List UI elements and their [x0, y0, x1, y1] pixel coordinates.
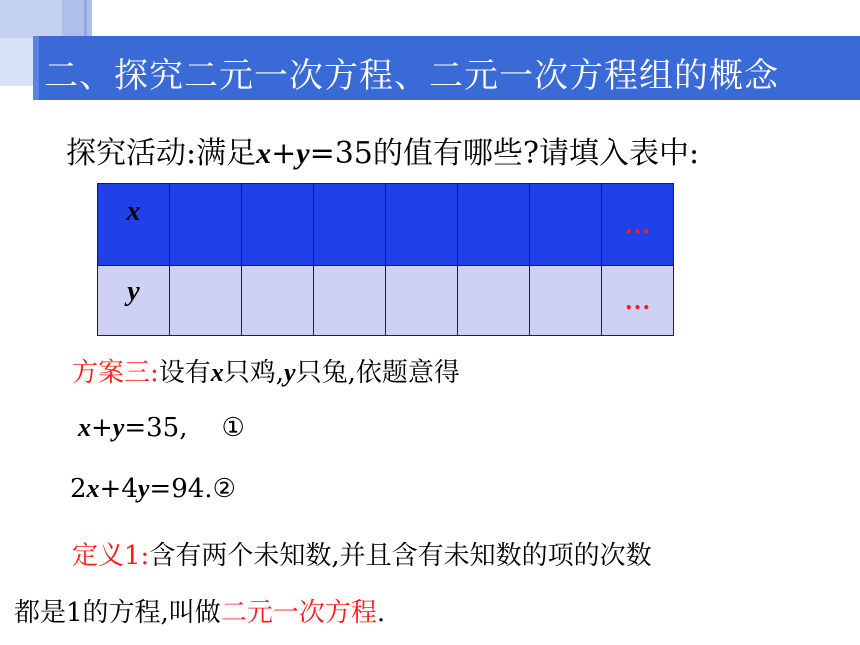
equation-rhs: =94.	[149, 474, 213, 504]
definition-term: 二元一次方程	[220, 598, 377, 628]
equation-rhs: =35,	[124, 413, 188, 443]
table-row-x	[98, 184, 674, 266]
coef-2: 2	[70, 474, 87, 504]
definition-text-1: 含有两个未知数,并且含有未知数的项的次数	[149, 541, 652, 571]
activity-prefix: 探究活动:满足	[66, 136, 257, 171]
cell-y-1[interactable]	[170, 266, 242, 336]
var-x: x	[256, 137, 272, 170]
var-x: x	[86, 474, 100, 503]
cell-x-1[interactable]	[170, 184, 242, 266]
value-table	[97, 183, 674, 336]
decor-line	[84, 0, 87, 36]
equation-1	[78, 413, 245, 443]
cell-x-2[interactable]	[242, 184, 314, 266]
cell-x-ellipsis: …	[602, 184, 674, 266]
activity-prompt	[66, 128, 699, 172]
definition-line-1	[72, 535, 652, 572]
cell-y-6[interactable]	[530, 266, 602, 336]
cell-x-6[interactable]	[530, 184, 602, 266]
cell-y-5[interactable]	[458, 266, 530, 336]
row-header-y: y	[98, 266, 170, 336]
decor-square-dark	[62, 0, 92, 36]
equation-2	[70, 474, 236, 504]
plus-sign: +	[271, 136, 297, 171]
slide-title: 二、探究二元一次方程、二元一次方程组的概念	[44, 56, 779, 96]
var-y: y	[137, 474, 150, 503]
var-y: y	[284, 358, 296, 387]
plan-text-1: 设有	[158, 358, 211, 388]
row-header-x: x	[98, 184, 170, 266]
activity-suffix: =35的值有哪些?请填入表中:	[309, 136, 700, 171]
cell-y-4[interactable]	[386, 266, 458, 336]
var-y: y	[112, 413, 125, 442]
plus-sign: +	[91, 413, 113, 443]
plan-text-2: 只鸡,	[223, 358, 285, 388]
table-row-y	[98, 266, 674, 336]
plus-four: +4	[99, 474, 138, 504]
definition-end: .	[376, 598, 386, 628]
definition-text-2: 都是1的方程,叫做	[14, 598, 221, 628]
var-x: x	[210, 358, 224, 387]
cell-x-3[interactable]	[314, 184, 386, 266]
cell-y-3[interactable]	[314, 266, 386, 336]
cell-x-5[interactable]	[458, 184, 530, 266]
definition-label: 定义1:	[72, 541, 150, 571]
definition-line-2	[14, 592, 385, 629]
cell-y-ellipsis: …	[602, 266, 674, 336]
var-y: y	[296, 137, 310, 170]
cell-x-4[interactable]	[386, 184, 458, 266]
cell-y-2[interactable]	[242, 266, 314, 336]
plan-text-3: 只兔,依题意得	[295, 358, 460, 388]
plan-label: 方案三:	[72, 358, 159, 388]
var-x: x	[78, 413, 91, 442]
equation-marker-2: ②	[212, 474, 236, 504]
equation-marker-1: ①	[221, 413, 245, 443]
plan-line	[72, 352, 460, 389]
